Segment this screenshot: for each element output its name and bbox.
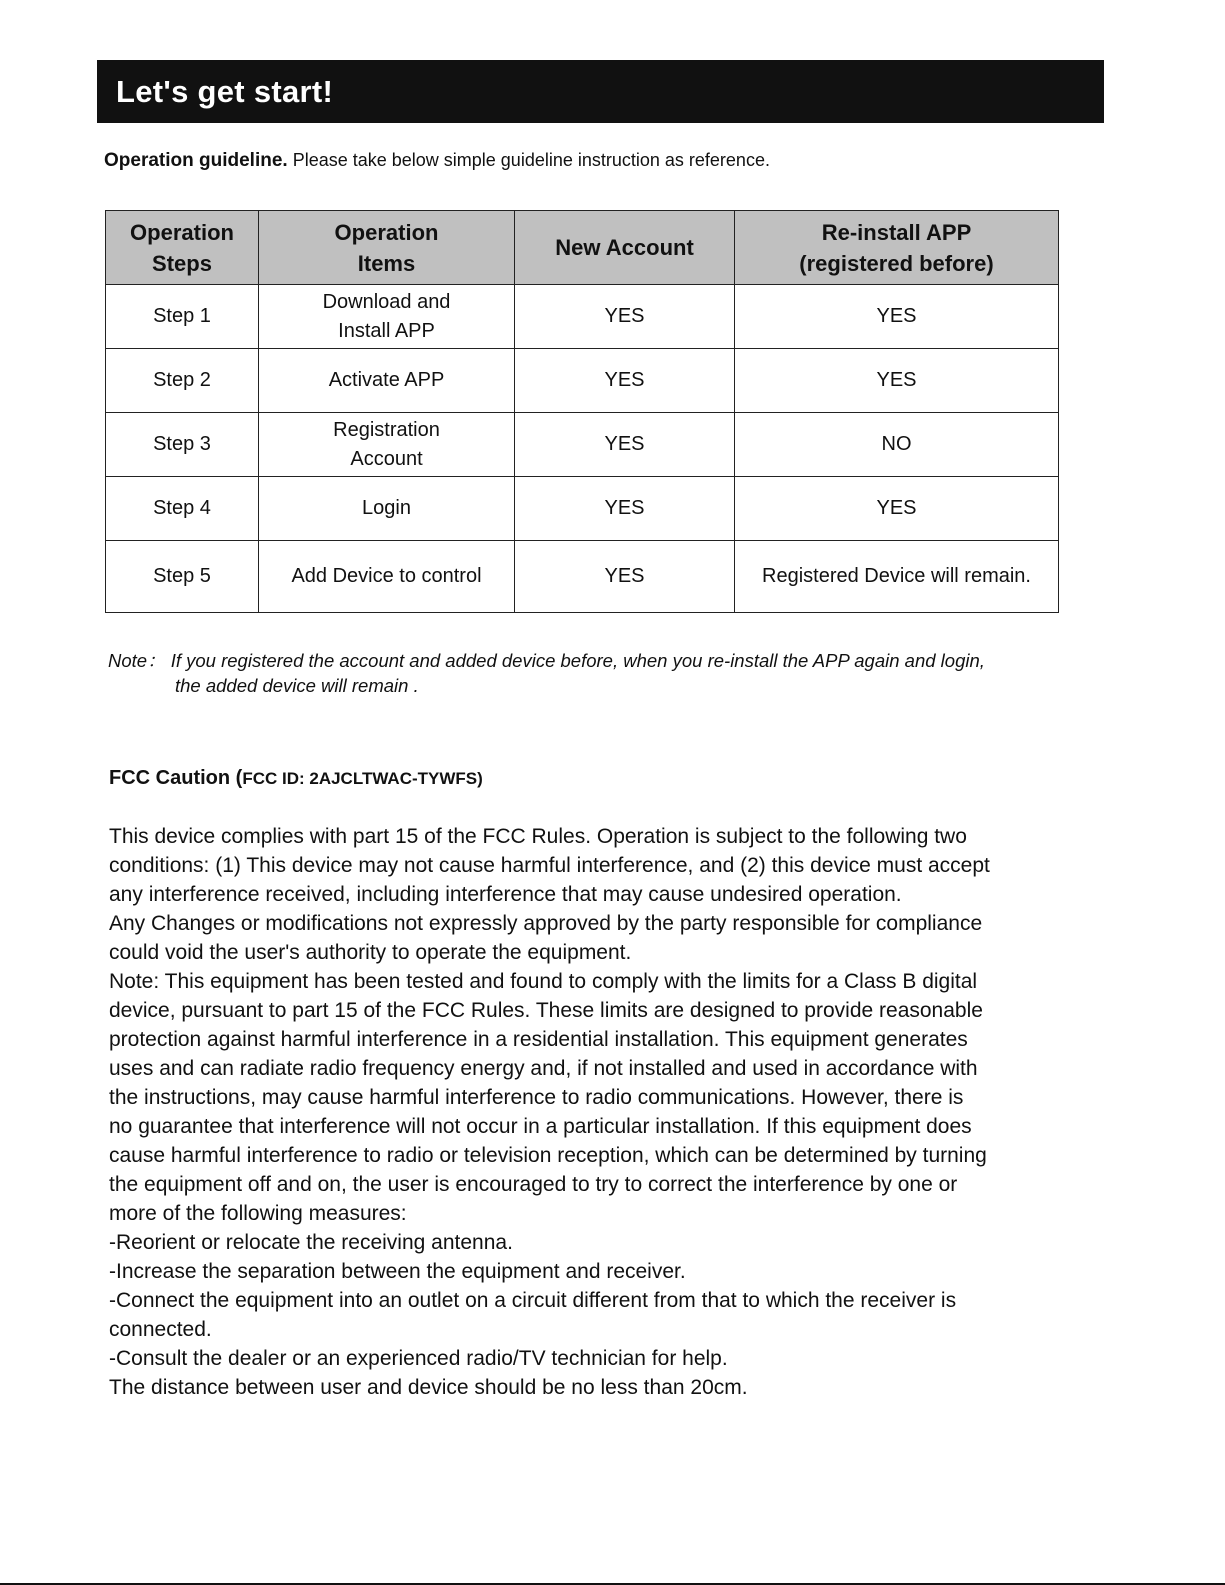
fcc-body-line: uses and can radiate radio frequency energy and, if not installed and used in accordance with xyxy=(109,1057,978,1080)
note-line-1: If you registered the account and added device before, when you re-install the APP again and login, xyxy=(170,650,985,671)
table-row xyxy=(106,349,1059,413)
cell-line: Step 4 xyxy=(153,497,211,519)
cell-line: Step 1 xyxy=(153,305,211,327)
table-cell xyxy=(515,477,735,541)
cell-line: YES xyxy=(876,369,917,391)
cell-line: Install APP xyxy=(338,319,435,342)
fcc-body-line: -Connect the equipment into an outlet on a circuit different from that to which the receiver is xyxy=(109,1289,957,1312)
table-header-cell xyxy=(735,211,1059,285)
table-row xyxy=(106,477,1059,541)
table-cell xyxy=(735,349,1059,413)
page-header-bar xyxy=(97,60,1104,123)
fcc-caution-heading xyxy=(109,767,483,790)
cell-line: Step 3 xyxy=(153,433,211,455)
table-cell xyxy=(515,541,735,613)
fcc-body-line: connected. xyxy=(109,1318,212,1341)
note-block xyxy=(108,648,1108,698)
table-row xyxy=(106,285,1059,349)
header-cell-line: Re-install APP xyxy=(821,219,972,245)
table-cell xyxy=(106,349,259,413)
operation-steps-table xyxy=(105,210,1059,613)
fcc-body-line: device, pursuant to part 15 of the FCC Rules. These limits are designed to provide reasonable xyxy=(109,999,983,1022)
fcc-body-line: Note: This equipment has been tested and found to comply with the limits for a Class B digital xyxy=(109,970,978,993)
table-row xyxy=(106,541,1059,613)
cell-line: YES xyxy=(876,497,917,519)
table-header-cell xyxy=(106,211,259,285)
fcc-body-line: more of the following measures: xyxy=(109,1202,407,1225)
cell-line: Registration xyxy=(333,418,440,441)
cell-line: YES xyxy=(876,305,917,327)
guideline-lead: Operation guideline. xyxy=(104,150,288,171)
header-cell-line: Items xyxy=(357,250,416,276)
cell-line: Account xyxy=(350,447,423,470)
cell-line: YES xyxy=(604,369,645,391)
table-cell xyxy=(259,541,515,613)
fcc-body-line: no guarantee that interference will not occur in a particular installation. If this equipment does xyxy=(109,1115,972,1138)
table-cell xyxy=(106,285,259,349)
table-cell xyxy=(106,541,259,613)
fcc-body-line: protection against harmful interference in a residential installation. This equipment generates xyxy=(109,1028,968,1051)
fcc-body-line: the equipment off and on, the user is encouraged to try to correct the interference by one or xyxy=(109,1173,958,1196)
cell-line: YES xyxy=(604,433,645,455)
table-cell xyxy=(259,413,515,477)
table-cell xyxy=(106,413,259,477)
fcc-body-line: could void the user's authority to operate the equipment. xyxy=(109,941,632,964)
table-header-cell xyxy=(259,211,515,285)
fcc-body-line: the instructions, may cause harmful interference to radio communications. However, there is xyxy=(109,1086,964,1109)
table-cell xyxy=(106,477,259,541)
note-line-2: the added device will remain . xyxy=(175,675,419,696)
table-cell xyxy=(515,285,735,349)
table-cell xyxy=(735,541,1059,613)
cell-line: Download and xyxy=(322,290,451,313)
cell-line: YES xyxy=(604,305,645,327)
header-cell-line: (registered before) xyxy=(799,250,994,276)
fcc-body-line: -Reorient or relocate the receiving antenna. xyxy=(109,1231,513,1254)
fcc-body-line: This device complies with part 15 of the FCC Rules. Operation is subject to the following two xyxy=(109,825,967,848)
cell-line: Add Device to control xyxy=(291,565,482,587)
cell-line: YES xyxy=(604,565,645,587)
fcc-body-line: -Increase the separation between the equipment and receiver. xyxy=(109,1260,686,1283)
guideline-text: Please take below simple guideline instruction as reference. xyxy=(287,150,770,170)
header-cell-line: Operation xyxy=(130,219,234,245)
cell-line: Login xyxy=(362,497,411,519)
cell-line: Registered Device will remain. xyxy=(762,565,1031,587)
table-cell xyxy=(259,477,515,541)
fcc-id: FCC ID: 2AJCLTWAC-TYWFS) xyxy=(242,769,483,788)
fcc-caution-body xyxy=(109,822,1069,1402)
guideline-intro xyxy=(104,150,1104,172)
fcc-body-line: conditions: (1) This device may not cause harmful interference, and (2) this device must accept xyxy=(109,854,990,877)
fcc-caution-title: FCC Caution ( xyxy=(109,767,243,789)
header-cell-line: New Account xyxy=(555,235,694,260)
header-cell-line: Operation xyxy=(334,219,439,245)
cell-line: Activate APP xyxy=(328,369,445,391)
table-body xyxy=(106,285,1059,613)
fcc-body-line: any interference received, including interference that may cause undesired operation. xyxy=(109,883,902,906)
note-label: Note： xyxy=(108,650,166,671)
table-cell xyxy=(515,413,735,477)
table-row xyxy=(106,413,1059,477)
table-cell xyxy=(735,413,1059,477)
cell-line: NO xyxy=(881,433,912,455)
table-cell xyxy=(259,285,515,349)
table-cell xyxy=(515,349,735,413)
page-title: Let's get start! xyxy=(116,73,334,109)
table-cell xyxy=(259,349,515,413)
table-header-cell xyxy=(515,211,735,285)
fcc-body-line: The distance between user and device should be no less than 20cm. xyxy=(109,1376,748,1399)
table-cell xyxy=(735,477,1059,541)
header-cell-line: Steps xyxy=(152,250,212,276)
table-cell xyxy=(735,285,1059,349)
fcc-body-line: cause harmful interference to radio or television reception, which can be determined by turning xyxy=(109,1144,987,1167)
table-header-row xyxy=(106,211,1059,285)
fcc-body-line: Any Changes or modifications not expressly approved by the party responsible for compliance xyxy=(109,912,983,935)
fcc-body-line: -Consult the dealer or an experienced radio/TV technician for help. xyxy=(109,1347,728,1370)
cell-line: Step 5 xyxy=(153,565,211,587)
cell-line: YES xyxy=(604,497,645,519)
cell-line: Step 2 xyxy=(153,369,211,391)
